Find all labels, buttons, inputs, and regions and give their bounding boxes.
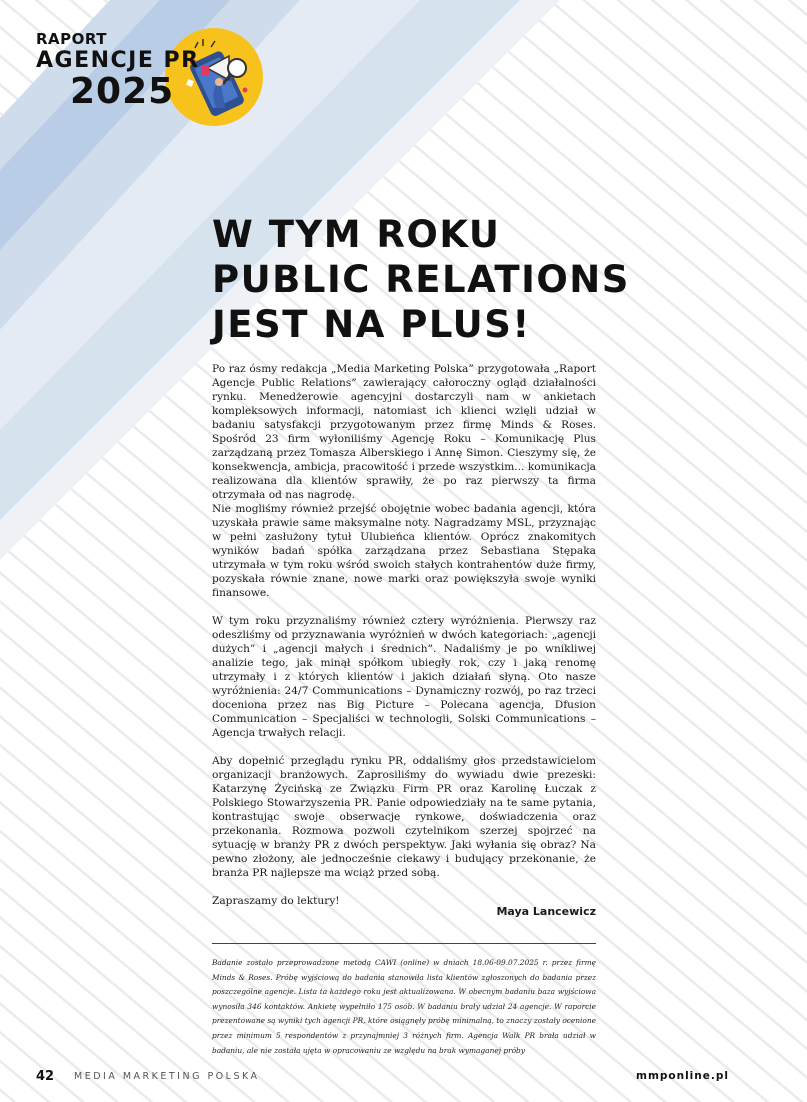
headline-line-2: PUBLIC RELATIONS [212, 258, 630, 301]
article-body [212, 362, 596, 1058]
megaphone-phone-illustration-icon [165, 28, 263, 126]
article-paragraph-4: Aby dopełnić przeglądu rynku PR, oddaliśmy głos przedstawicielom organizacji branżowych. Zaprosiliśmy do wywiadu dwie prezeski: Katarzynę Życińską ze Związku Firm PR oraz Karolinę Łuczak z Polskiego Stowarzyszenia PR. Panie odpowiedziały na te same pytania, kontrastując swoje obserwacje rynkowe, doświadczenia oraz przekonania. Rozmowa pozwoli czytelnikom szerzej spojrzeć na sytuację w branży PR z dwóch perspektyw. Jaki wyłania się obraz? Na pewno złożony, ale jednocześnie ciekawy i budujący przekonanie, że branża PR najlepsze ma wciąż przed sobą. [212, 755, 596, 879]
article-paragraph-2: Nie mogliśmy również przejść obojętnie wobec badania agencji, która uzyskała prawie same maksymalne noty. Nagradzamy MSL, przyznając w pełni zasłużony tytuł Ulubieńca klientów. Oprócz znakomitych wyników badań spółka zarządzana przez Sebastiana Stępaka utrzymała w tym roku wśród swoich stałych kontrahentów duże firmy, pozyskała równie znane, nowe marki oraz powiększyła swoje wyniki finansowe. [212, 503, 596, 599]
article-paragraph-3: W tym roku przyznaliśmy również cztery wyróżnienia. Pierwszy raz odeszliśmy od przyznawania wyróżnień w dwóch kategoriach: „agencji dużych” i „agencji małych i średnich”. Nadaliśmy je po wnikliwej analizie tego, jak minął spółkom ubiegły rok, czy i jaką renomę utrzymały i z których klientów i jakich działań słyną. Oto nasze wyróżnienia: 24/7 Communications – Dynamiczny rozwój, po raz trzeci doceniona przez nas Big Picture – Polecana agencja, Dfusion Communication – Specjaliści w technologii, Solski Communications – Agencja trwałych relacji. [212, 615, 596, 739]
divider [212, 943, 596, 944]
article-closing: Zapraszamy do lektury! [212, 895, 340, 907]
article-paragraph-1: Po raz ósmy redakcja „Media Marketing Polska” przygotowała „Raport Agencje Public Relations” zawierający całoroczny ogląd działalności rynku. Menedżerowie agencyjni dostarczyli nam w ankietach kompleksowych informacji, natomiast ich klienci wzięli udział w badaniu satysfakcji przygotowanym przez firmę Minds & Roses. Spośród 23 firm wyłoniliśmy Agencję Roku – Komunikację Plus zarządzaną przez Tomasza Alberskiego i Annę Simon. Cieszymy się, że konsekwencja, ambicja, pracowitość i przede wszystkim... komunikacja realizowana dla klientów sprawiły, że po raz pierwszy ta firma otrzymała od nas nagrodę. [212, 363, 596, 501]
website-link[interactable]: mmponline.pl [636, 1070, 729, 1082]
badge-year: 2025 [70, 71, 175, 112]
headline-line-3: JEST NA PLUS! [212, 303, 531, 346]
badge-circle [165, 28, 263, 126]
page-number: 42 [36, 1069, 55, 1084]
badge-label-agencje: AGENCJE PR [36, 48, 200, 73]
page-title [212, 212, 630, 347]
badge-label-raport: RAPORT [36, 30, 108, 48]
methodology-note: Badanie zostało przeprowadzone metodą CAWI (online) w dniach 18.06-09.07.2025 r. przez firmę Minds & Roses. Próbę wyjściową do badania stanowiła lista klientów zgłoszonych do badania przez poszczególne agencje. Lista ta każdego roku jest aktualizowana. W obecnym badaniu baza wyjściowa wynosiła 346 kontaktów. Ankietę wypełniło 175 osób. W badaniu brały udział 24 agencje. W raporcie prezentowane są wyniki tych agencji PR, które osiągnęły próbę minimalną, to znaczy zostały ocenione przez minimum 5 respondentów z przynajmniej 3 różnych firm. Agencja Walk PR brała udział w badaniu, ale nie została ujęta w opracowaniu ze względu na brak wymaganej próby [212, 958, 596, 1055]
author-name: Maya Lancewicz [496, 905, 596, 918]
headline-line-1: W TYM ROKU [212, 213, 501, 256]
magazine-name: MEDIA MARKETING POLSKA [74, 1071, 260, 1082]
